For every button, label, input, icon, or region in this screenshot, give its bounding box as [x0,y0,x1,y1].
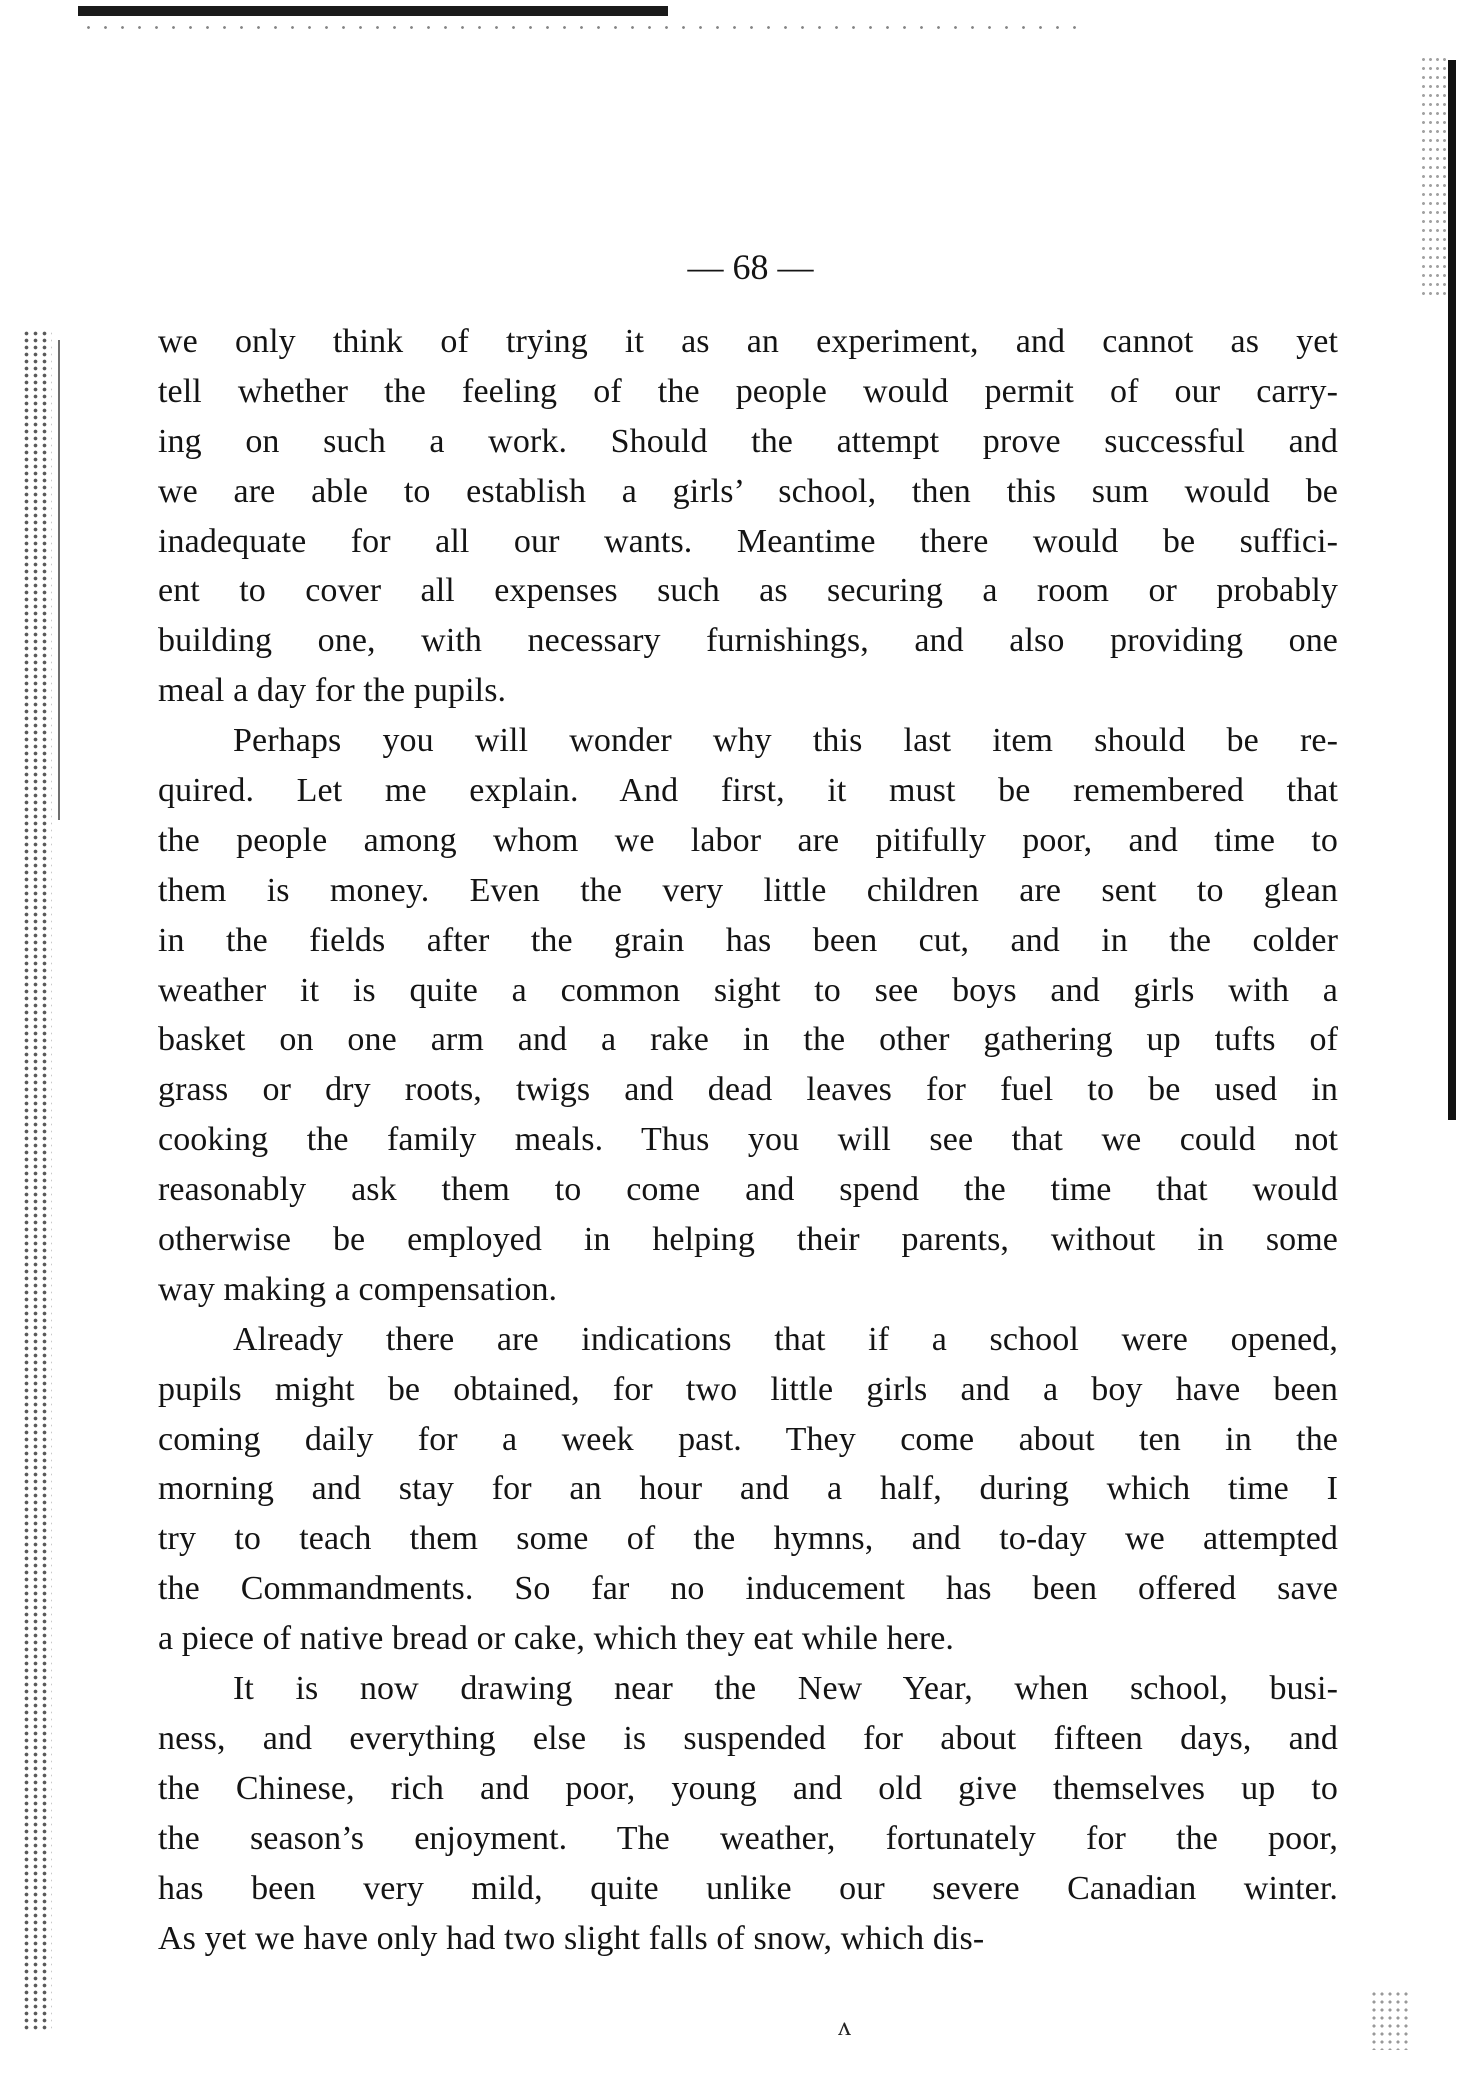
paragraph [158,1315,1338,1664]
paragraph [158,317,1338,716]
scan-top-rule [78,6,668,16]
text-line: the Commandments. So far no inducement has been offered save [158,1570,1338,1608]
scan-bottom-noise [1370,1990,1410,2050]
text-line: we only think of trying it as an experiment, and cannot as yet [158,323,1338,360]
text-line: we are able to establish a girls’ school, then this sum would be [158,472,1338,510]
text-line: It is now drawing near the New Year, when school, busi- [233,1670,1338,1708]
text-line: ent to cover all expenses such as securing a room or probably [158,572,1338,610]
scan-top-noise [80,22,1080,36]
text-line: reasonably ask them to come and spend the time that would [158,1171,1338,1209]
text-line: them is money. Even the very little children are sent to glean [158,871,1338,909]
text-line: tell whether the feeling of the people would permit of our carry- [158,372,1338,410]
text-line: coming daily for a week past. They come about ten in the [158,1420,1338,1458]
text-line: morning and stay for an hour and a half, during which time I [158,1470,1338,1508]
text-line: try to teach them some of the hymns, and to-day we attempted [158,1520,1338,1558]
scan-left-margin-noise [22,330,52,2030]
page-number: — 68 — [687,247,814,287]
text-line: otherwise be employed in helping their parents, without in some [158,1221,1338,1259]
text-line: has been very mild, quite unlike our severe Canadian winter. [158,1869,1338,1907]
text-line: basket on one arm and a rake in the other gathering up tufts of [158,1021,1338,1059]
text-line: Already there are indications that if a school were opened, [233,1320,1338,1358]
paragraph [158,1664,1338,1963]
text-line: grass or dry roots, twigs and dead leaves for fuel to be used in [158,1071,1338,1109]
text-line: As yet we have only had two slight falls of snow, which dis- [158,1919,985,1957]
text-line: way making a compensation. [158,1270,558,1308]
text-line: Perhaps you will wonder why this last item should be re- [233,722,1338,760]
footer-mark: ʌ [838,2012,851,2041]
text-line: building one, with necessary furnishings, and also providing one [158,622,1338,660]
text-line: pupils might be obtained, for two little girls and a boy have been [158,1370,1338,1408]
text-line: quired. Let me explain. And first, it must be remembered that [158,772,1338,810]
text-line: ing on such a work. Should the attempt prove successful and [158,422,1338,460]
text-line: in the fields after the grain has been cut, and in the colder [158,921,1338,959]
scan-right-edge [1448,60,1456,1120]
text-line: weather it is quite a common sight to see boys and girls with a [158,971,1338,1009]
text-line: a piece of native bread or cake, which they eat while here. [158,1620,955,1658]
paragraph [158,716,1338,1315]
text-line: ness, and everything else is suspended for about fifteen days, and [158,1719,1338,1757]
text-line: inadequate for all our wants. Meantime there would be suffici- [158,522,1338,560]
text-line: cooking the family meals. Thus you will see that we could not [158,1121,1338,1159]
body-text [158,317,1338,1963]
text-line: the season’s enjoyment. The weather, fortunately for the poor, [158,1819,1338,1857]
text-line: meal a day for the pupils. [158,672,507,710]
text-line: the Chinese, rich and poor, young and old give themselves up to [158,1769,1338,1807]
scan-left-line [58,340,60,820]
text-line: the people among whom we labor are pitifully poor, and time to [158,821,1338,859]
